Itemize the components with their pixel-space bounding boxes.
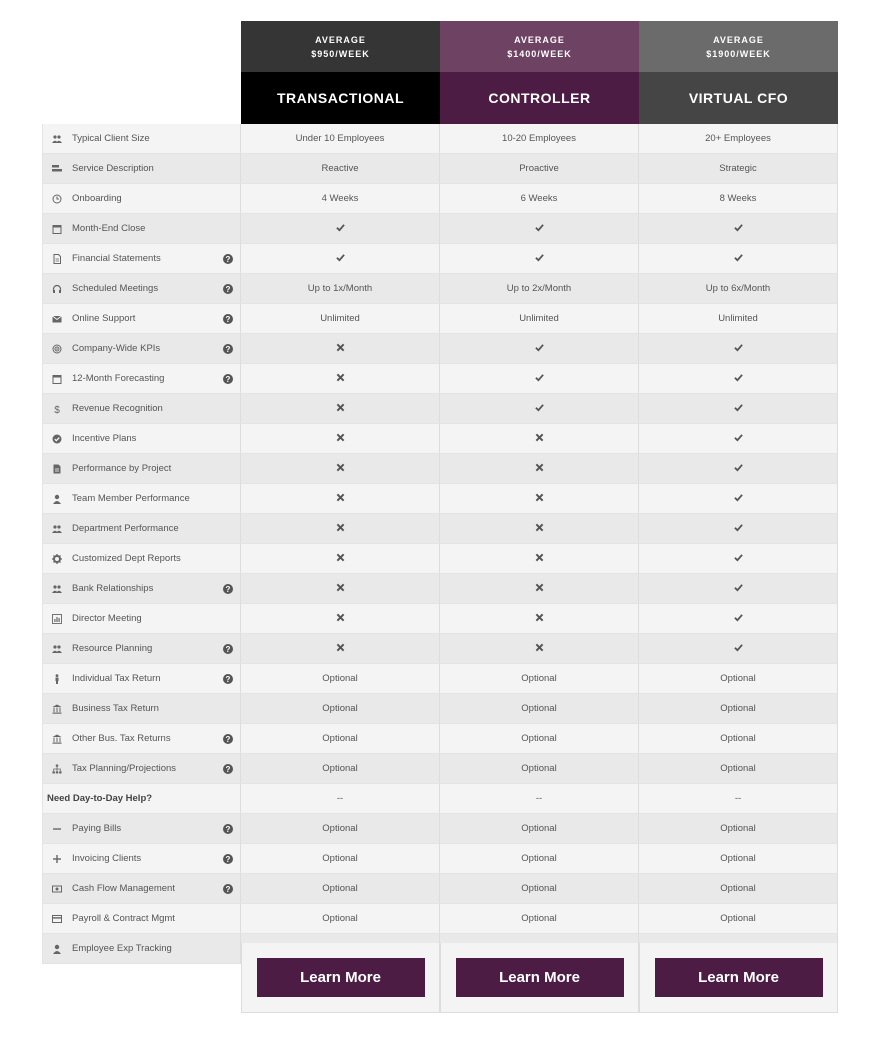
feature-value: Unlimited: [241, 304, 440, 334]
feature-label: Need Day-to-Day Help?: [47, 793, 153, 804]
document-icon: [52, 254, 62, 264]
help-icon[interactable]: [223, 824, 233, 834]
plan-header-1: [440, 21, 639, 124]
feature-value: 20+ Employees: [639, 124, 838, 154]
included-check-icon: [639, 484, 838, 514]
feature-label-cell: [42, 274, 241, 304]
plan-average-label: AVERAGE: [514, 34, 565, 45]
feature-value: Optional: [639, 754, 838, 784]
feature-row: [42, 454, 838, 484]
feature-label: Revenue Recognition: [72, 403, 163, 414]
plan-name: CONTROLLER: [440, 72, 639, 124]
included-check-icon: [639, 544, 838, 574]
feature-label-cell: [42, 514, 241, 544]
feature-label: Invoicing Clients: [72, 853, 142, 864]
feature-label-cell: [42, 874, 241, 904]
svg-text:$: $: [54, 404, 60, 414]
feature-value: Optional: [440, 904, 639, 934]
feature-label-cell: [42, 634, 241, 664]
learn-more-button[interactable]: Learn More: [257, 958, 425, 997]
feature-value: Optional: [241, 814, 440, 844]
plan-header-2: [639, 21, 838, 124]
included-check-icon: [639, 574, 838, 604]
feature-row: [42, 694, 838, 724]
feature-row: [42, 364, 838, 394]
feature-value: 4 Weeks: [241, 184, 440, 214]
plan-average-label: AVERAGE: [713, 34, 764, 45]
feature-label-cell: [42, 124, 241, 154]
feature-value: 10-20 Employees: [440, 124, 639, 154]
minus-icon: [52, 824, 62, 834]
included-check-icon: [639, 514, 838, 544]
feature-label: Cash Flow Management: [72, 883, 175, 894]
feature-value: Optional: [440, 754, 639, 784]
feature-label-cell: [42, 904, 241, 934]
not-included-cross-icon: [241, 634, 440, 664]
feature-value: Up to 2x/Month: [440, 274, 639, 304]
dollar-icon: [52, 404, 62, 414]
feature-value: Optional: [241, 904, 440, 934]
feature-value: Optional: [639, 724, 838, 754]
feature-label-cell: [42, 694, 241, 724]
feature-label: Department Performance: [72, 523, 179, 534]
included-check-icon: [440, 394, 639, 424]
svg-text:?: ?: [225, 585, 231, 594]
help-icon[interactable]: [223, 734, 233, 744]
not-included-cross-icon: [241, 424, 440, 454]
feature-row: [42, 814, 838, 844]
included-check-icon: [639, 214, 838, 244]
feature-label: Paying Bills: [72, 823, 122, 834]
feature-label-cell: [42, 184, 241, 214]
feature-row: [42, 484, 838, 514]
plan-header-0: [241, 21, 440, 124]
help-icon[interactable]: [223, 344, 233, 354]
feature-value: Optional: [440, 664, 639, 694]
plan-average-label: AVERAGE: [315, 34, 366, 45]
not-included-cross-icon: [440, 424, 639, 454]
feature-label: Other Bus. Tax Returns: [72, 733, 171, 744]
feature-label-cell: [42, 754, 241, 784]
svg-text:?: ?: [225, 645, 231, 654]
included-check-icon: [440, 244, 639, 274]
feature-value: --: [241, 784, 440, 814]
feature-value: Under 10 Employees: [241, 124, 440, 154]
included-check-icon: [639, 454, 838, 484]
feature-label-cell: [42, 214, 241, 244]
feature-row: [42, 724, 838, 754]
calendar-icon: [52, 374, 62, 384]
feature-label-cell: [42, 544, 241, 574]
not-included-cross-icon: [241, 604, 440, 634]
feature-row: [42, 424, 838, 454]
help-icon[interactable]: [223, 374, 233, 384]
plan-weekly-price: $1900/WEEK: [706, 48, 771, 59]
headset-icon: [52, 284, 62, 294]
feature-value: Optional: [241, 844, 440, 874]
feature-row: [42, 604, 838, 634]
not-included-cross-icon: [440, 604, 639, 634]
sitemap-icon: [52, 764, 62, 774]
svg-text:?: ?: [225, 345, 231, 354]
feature-value: Optional: [241, 724, 440, 754]
feature-label: Employee Exp Tracking: [72, 943, 172, 954]
not-included-cross-icon: [241, 484, 440, 514]
feature-label: Individual Tax Return: [72, 673, 161, 684]
credit-card-icon: [52, 914, 62, 924]
feature-row: [42, 184, 838, 214]
feature-value: Optional: [241, 694, 440, 724]
feature-label-cell: [42, 784, 241, 814]
help-icon[interactable]: [223, 284, 233, 294]
not-included-cross-icon: [241, 454, 440, 484]
feature-row: [42, 274, 838, 304]
feature-label-cell: [42, 484, 241, 514]
user-icon: [52, 494, 62, 504]
feature-value: Optional: [639, 874, 838, 904]
feature-row: [42, 154, 838, 184]
feature-row: [42, 394, 838, 424]
feature-label-cell: [42, 814, 241, 844]
feature-value: Proactive: [440, 154, 639, 184]
users-icon: [52, 524, 62, 534]
help-icon[interactable]: [223, 884, 233, 894]
feature-label: Incentive Plans: [72, 433, 137, 444]
users-icon: [52, 584, 62, 594]
feature-label-cell: [42, 304, 241, 334]
help-icon[interactable]: [223, 584, 233, 594]
bar-chart-icon: [52, 614, 62, 624]
feature-label-cell: [42, 394, 241, 424]
feature-label: Team Member Performance: [72, 493, 190, 504]
feature-label-cell: [42, 334, 241, 364]
feature-label: Business Tax Return: [72, 703, 159, 714]
feature-label-cell: [42, 424, 241, 454]
feature-value: Optional: [440, 814, 639, 844]
feature-value: Optional: [639, 844, 838, 874]
feature-row: [42, 874, 838, 904]
feature-row: [42, 334, 838, 364]
svg-text:?: ?: [225, 375, 231, 384]
included-check-icon: [241, 214, 440, 244]
bars-icon: [52, 164, 62, 174]
feature-value: Optional: [440, 874, 639, 904]
help-icon[interactable]: [223, 644, 233, 654]
svg-text:?: ?: [225, 315, 231, 324]
help-icon[interactable]: [223, 314, 233, 324]
svg-text:?: ?: [225, 675, 231, 684]
feature-label-cell: [42, 364, 241, 394]
not-included-cross-icon: [241, 514, 440, 544]
included-check-icon: [440, 334, 639, 364]
not-included-cross-icon: [440, 514, 639, 544]
feature-value: Optional: [440, 844, 639, 874]
feature-value: Optional: [241, 664, 440, 694]
bank-icon: [52, 704, 62, 714]
plan-price: [440, 21, 639, 72]
users-icon: [52, 644, 62, 654]
feature-label-cell: [42, 604, 241, 634]
included-check-icon: [639, 334, 838, 364]
feature-label: Director Meeting: [72, 613, 142, 624]
feature-row: [42, 904, 838, 934]
feature-label-cell: [42, 724, 241, 754]
clock-icon: [52, 194, 62, 204]
learn-more-row: [241, 943, 838, 1013]
not-included-cross-icon: [440, 634, 639, 664]
plan-weekly-price: $950/WEEK: [311, 48, 370, 59]
bank-icon: [52, 734, 62, 744]
feature-value: Optional: [639, 694, 838, 724]
gear-icon: [52, 554, 62, 564]
feature-row: [42, 574, 838, 604]
feature-label: Bank Relationships: [72, 583, 154, 594]
included-check-icon: [639, 364, 838, 394]
feature-row: [42, 544, 838, 574]
feature-value: 8 Weeks: [639, 184, 838, 214]
button-cell: [440, 943, 639, 1013]
feature-label: Online Support: [72, 313, 136, 324]
not-included-cross-icon: [440, 484, 639, 514]
plan-name: VIRTUAL CFO: [639, 72, 838, 124]
feature-label: Tax Planning/Projections: [72, 763, 177, 774]
feature-label-cell: [42, 244, 241, 274]
feature-row: [42, 664, 838, 694]
plan-name: TRANSACTIONAL: [241, 72, 440, 124]
feature-value: Optional: [241, 874, 440, 904]
learn-more-button[interactable]: Learn More: [456, 958, 624, 997]
users-icon: [52, 134, 62, 144]
not-included-cross-icon: [440, 574, 639, 604]
not-included-cross-icon: [241, 364, 440, 394]
feature-value: Optional: [440, 694, 639, 724]
not-included-cross-icon: [440, 544, 639, 574]
not-included-cross-icon: [440, 454, 639, 484]
help-icon[interactable]: [223, 254, 233, 264]
feature-value: Strategic: [639, 154, 838, 184]
feature-label-cell: [42, 934, 241, 964]
feature-value: Optional: [639, 904, 838, 934]
feature-value: Unlimited: [639, 304, 838, 334]
envelope-icon: [52, 314, 62, 324]
svg-text:?: ?: [225, 765, 231, 774]
check-circle-icon: [52, 434, 62, 444]
feature-row: [42, 244, 838, 274]
feature-label-cell: [42, 664, 241, 694]
feature-label-cell: [42, 844, 241, 874]
feature-label-cell: [42, 574, 241, 604]
feature-rows: [42, 124, 838, 964]
calendar-icon: [52, 224, 62, 234]
plan-price: [639, 21, 838, 72]
feature-row: [42, 784, 838, 814]
feature-label: Financial Statements: [72, 253, 161, 264]
feature-value: Optional: [241, 754, 440, 784]
svg-text:?: ?: [225, 855, 231, 864]
feature-label: Month-End Close: [72, 223, 146, 234]
feature-label: Service Description: [72, 163, 154, 174]
target-icon: [52, 344, 62, 354]
included-check-icon: [639, 394, 838, 424]
included-check-icon: [241, 244, 440, 274]
not-included-cross-icon: [241, 334, 440, 364]
included-check-icon: [639, 244, 838, 274]
included-check-icon: [440, 214, 639, 244]
feature-label: Performance by Project: [72, 463, 172, 474]
button-cell: [241, 943, 440, 1013]
svg-text:?: ?: [225, 255, 231, 264]
file-icon: [52, 464, 62, 474]
plan-weekly-price: $1400/WEEK: [507, 48, 572, 59]
included-check-icon: [639, 424, 838, 454]
svg-text:?: ?: [225, 825, 231, 834]
feature-row: [42, 754, 838, 784]
feature-value: Reactive: [241, 154, 440, 184]
feature-value: 6 Weeks: [440, 184, 639, 214]
help-icon[interactable]: [223, 764, 233, 774]
svg-text:?: ?: [225, 885, 231, 894]
feature-value: Unlimited: [440, 304, 639, 334]
feature-label: Onboarding: [72, 193, 122, 204]
feature-value: Optional: [639, 814, 838, 844]
feature-row: [42, 514, 838, 544]
feature-label: Payroll & Contract Mgmt: [72, 913, 175, 924]
learn-more-button[interactable]: Learn More: [655, 958, 823, 997]
help-icon[interactable]: [223, 674, 233, 684]
included-check-icon: [639, 634, 838, 664]
feature-label-cell: [42, 454, 241, 484]
plus-icon: [52, 854, 62, 864]
user-icon: [52, 944, 62, 954]
feature-row: [42, 304, 838, 334]
feature-row: [42, 214, 838, 244]
feature-row: [42, 634, 838, 664]
help-icon[interactable]: [223, 854, 233, 864]
feature-label: Resource Planning: [72, 643, 153, 654]
svg-text:?: ?: [225, 735, 231, 744]
person-icon: [52, 674, 62, 684]
included-check-icon: [440, 364, 639, 394]
feature-label: Customized Dept Reports: [72, 553, 181, 564]
feature-label: Typical Client Size: [72, 133, 150, 144]
not-included-cross-icon: [241, 544, 440, 574]
included-check-icon: [639, 604, 838, 634]
feature-value: Optional: [639, 664, 838, 694]
feature-value: Optional: [440, 724, 639, 754]
not-included-cross-icon: [241, 394, 440, 424]
feature-value: Up to 6x/Month: [639, 274, 838, 304]
button-cell: [639, 943, 838, 1013]
svg-text:?: ?: [225, 285, 231, 294]
feature-value: Up to 1x/Month: [241, 274, 440, 304]
feature-label: Company-Wide KPIs: [72, 343, 161, 354]
money-icon: [52, 884, 62, 894]
feature-row: [42, 124, 838, 154]
feature-value: --: [639, 784, 838, 814]
plan-price: [241, 21, 440, 72]
not-included-cross-icon: [241, 574, 440, 604]
feature-label: 12-Month Forecasting: [72, 373, 165, 384]
feature-row: [42, 844, 838, 874]
feature-label-cell: [42, 154, 241, 184]
feature-label: Scheduled Meetings: [72, 283, 159, 294]
feature-value: --: [440, 784, 639, 814]
